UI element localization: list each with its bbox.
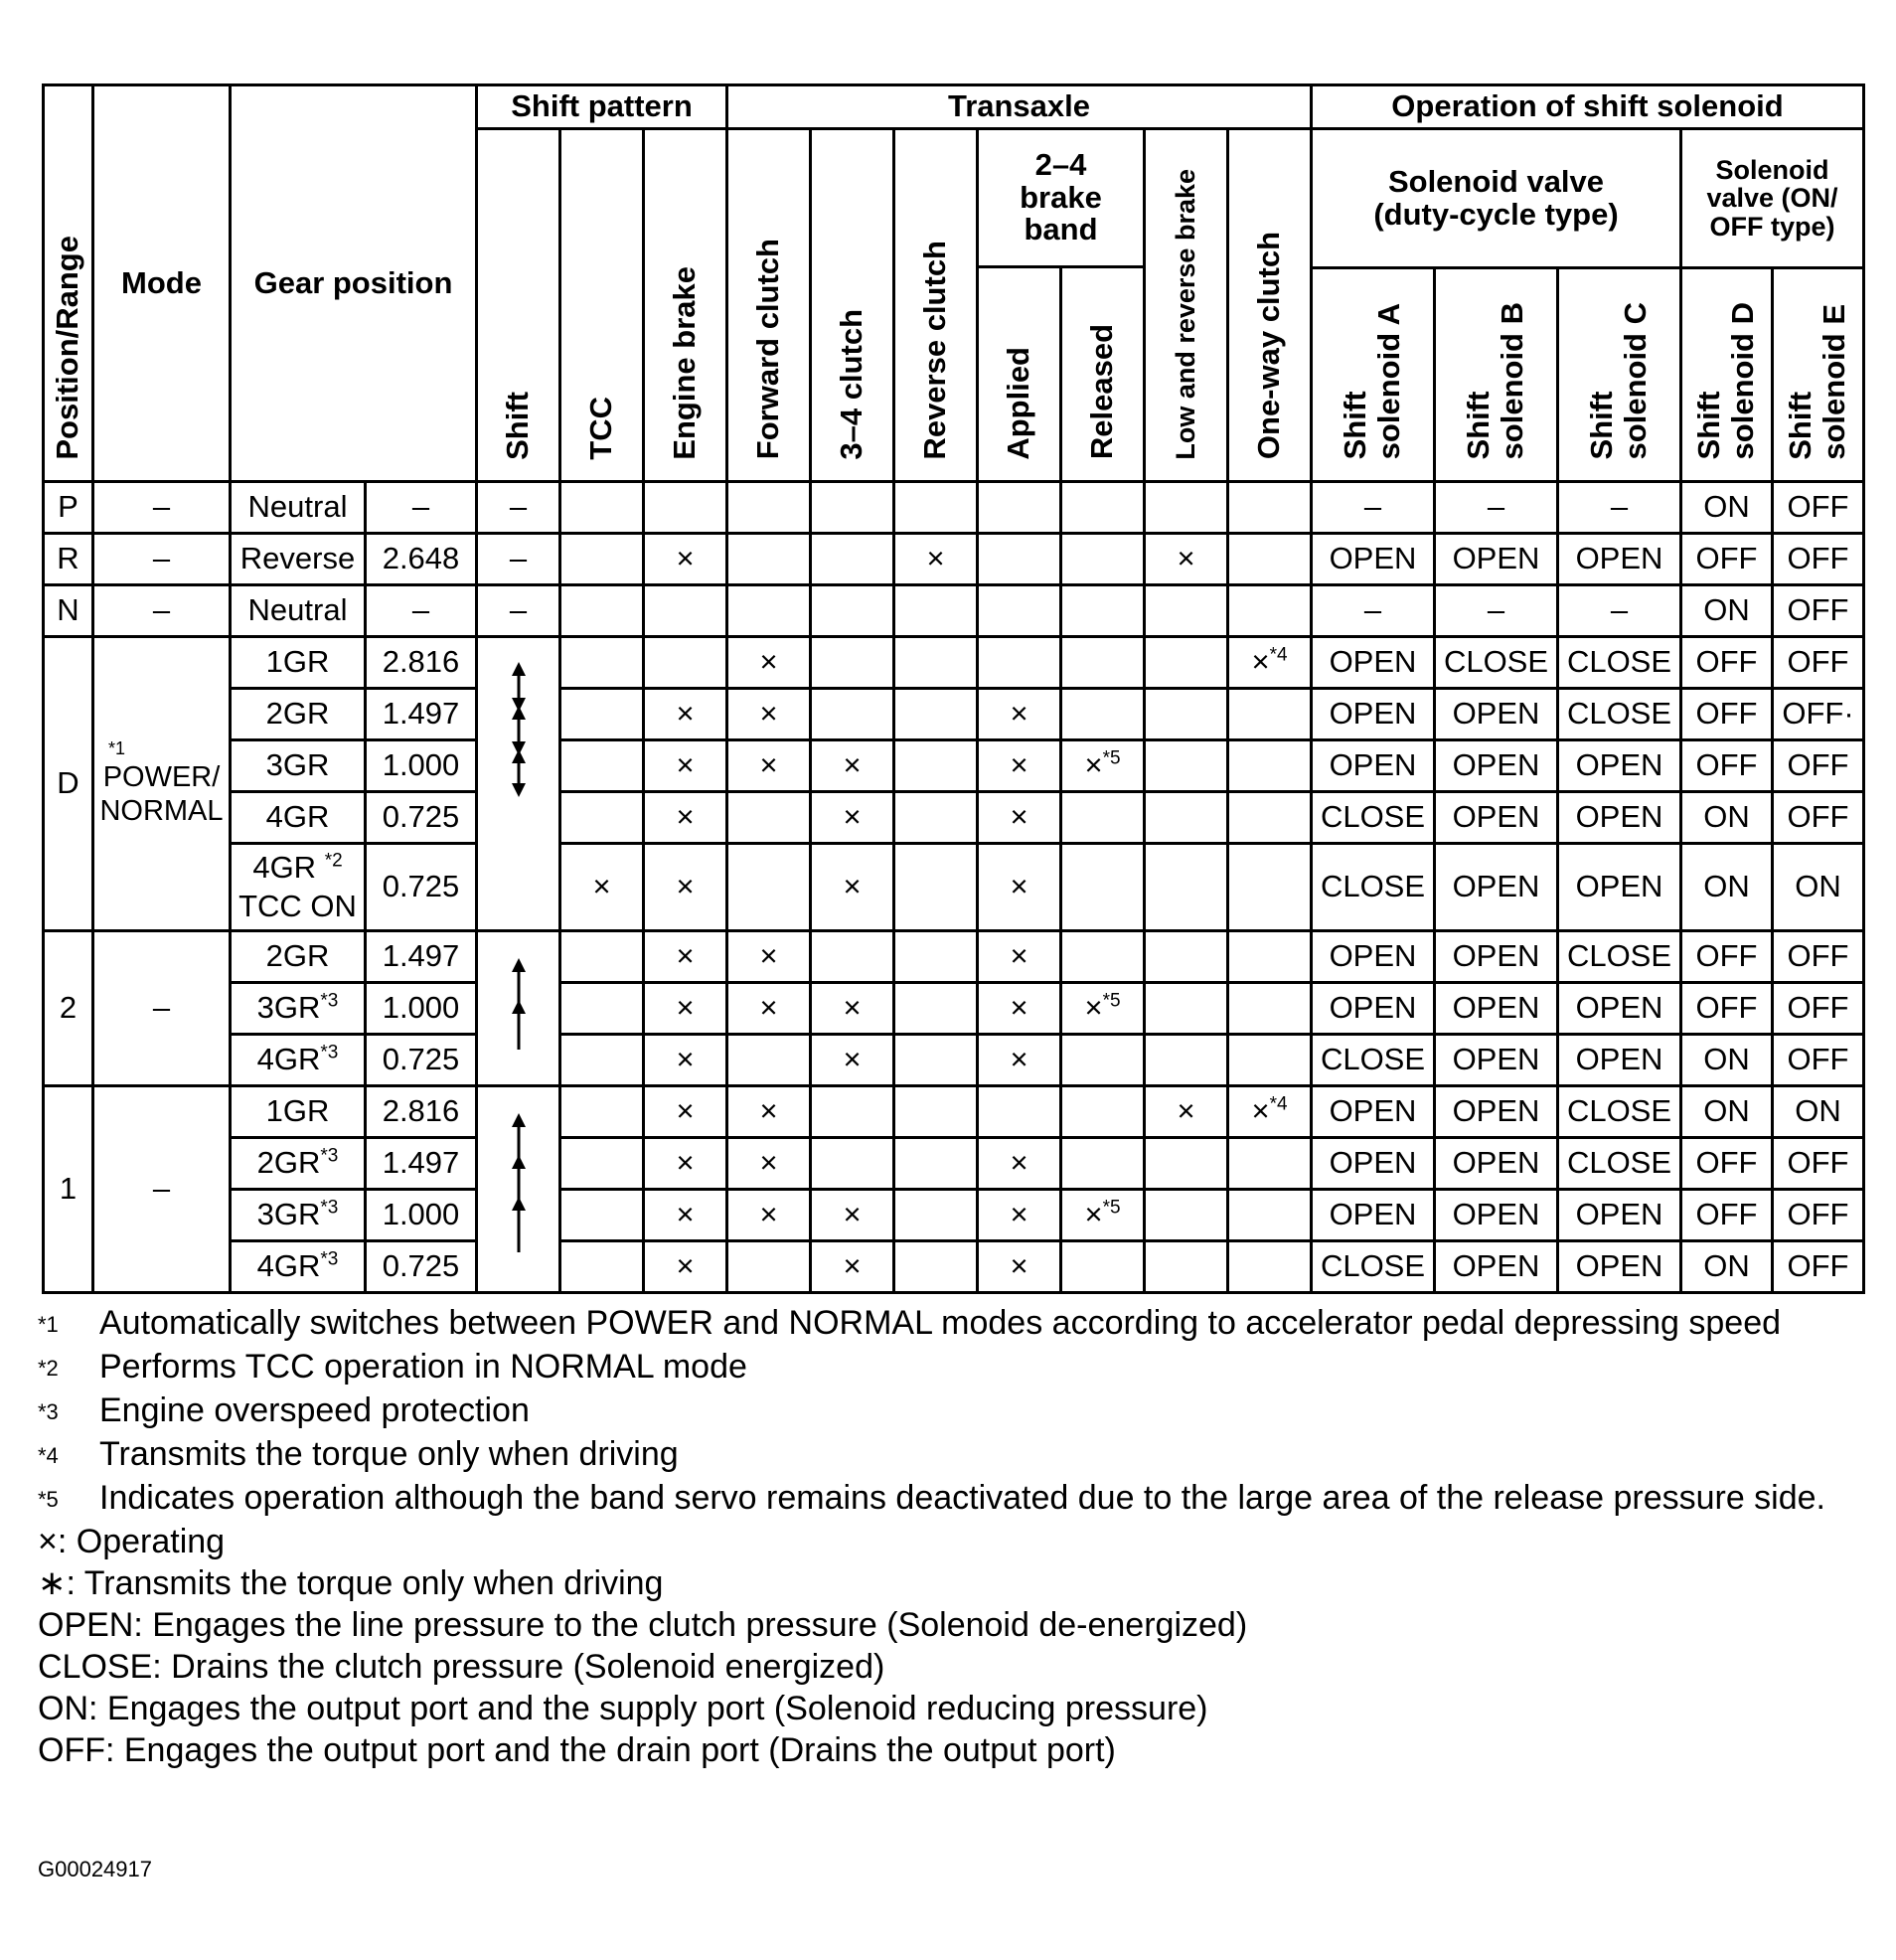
solenoid-c-cell: CLOSE [1558,689,1681,740]
mode-cell: – [93,482,231,534]
operating-mark: × [1145,1086,1228,1138]
solenoid-a-cell: CLOSE [1312,1035,1435,1086]
table-row [44,689,1864,740]
solenoid-e-cell: OFF [1773,983,1864,1035]
header-tcc: TCC [560,129,644,482]
operating-mark: × [978,1190,1061,1241]
solenoid-c-cell: OPEN [1558,534,1681,585]
shift-pattern-cell [477,637,560,931]
ratio-cell: 1.000 [366,740,477,792]
position-cell: P [44,482,93,534]
operating-mark: × [727,931,811,983]
operating-mark: × [811,1190,894,1241]
solenoid-c-cell: CLOSE [1558,637,1681,689]
solenoid-d-cell: OFF [1681,1190,1773,1241]
operating-mark: × [811,792,894,844]
operating-mark: × [978,689,1061,740]
ratio-cell: 1.497 [366,1138,477,1190]
ratio-cell: 1.000 [366,983,477,1035]
operating-mark: × [978,1035,1061,1086]
solenoid-c-cell: OPEN [1558,983,1681,1035]
ratio-cell: 2.816 [366,1086,477,1138]
solenoid-c-cell: OPEN [1558,1241,1681,1293]
operating-mark: ×$^{*5}$ [1061,740,1145,792]
solenoid-d-cell: ON [1681,585,1773,637]
header-engine-brake: Engine brake [644,129,727,482]
ratio-cell: – [366,482,477,534]
operating-mark: × [644,534,727,585]
gear-cell: Neutral [231,482,366,534]
solenoid-a-cell: OPEN [1312,1190,1435,1241]
mode-power-normal: POWER/ NORMAL [99,760,224,828]
operating-mark: × [978,1138,1061,1190]
solenoid-a-cell: OPEN [1312,1138,1435,1190]
solenoid-d-cell: OFF [1681,689,1773,740]
legend-item: ×: Operating [38,1523,226,1560]
solenoid-a-cell: CLOSE [1312,792,1435,844]
table-row [44,585,1864,637]
header-3-4-clutch: 3–4 clutch [811,129,894,482]
gear-cell: Reverse [231,534,366,585]
legend-item: ON: Engages the output port and the supply port (Solenoid reducing pressure) [38,1690,1208,1727]
operating-mark: ×$^{*5}$ [1061,983,1145,1035]
solenoid-e-cell: ON [1773,1086,1864,1138]
solenoid-a-cell: OPEN [1312,740,1435,792]
operating-mark: × [894,534,978,585]
table-row [44,931,1864,983]
gear-cell: Neutral [231,585,366,637]
solenoid-e-cell: OFF [1773,534,1864,585]
legend-item: ∗: Transmits the torque only when driving [38,1564,664,1602]
ratio-cell: – [366,585,477,637]
solenoid-e-cell: OFF [1773,740,1864,792]
mode-cell: – [93,1086,231,1293]
solenoid-e-cell: OFF [1773,1035,1864,1086]
footnote: *5 Indicates operation although the band servo remains deactivated due to the large area of the release pressure side. [38,1479,1826,1517]
ratio-cell: 0.725 [366,1241,477,1293]
solenoid-e-cell: OFF [1773,1241,1864,1293]
solenoid-c-cell: CLOSE [1558,1086,1681,1138]
position-cell: 2 [44,931,93,1086]
header-shift: Shift [477,129,560,482]
solenoid-d-cell: OFF [1681,931,1773,983]
ratio-cell: 2.816 [366,637,477,689]
mode-cell: – [93,534,231,585]
footnotes [38,1302,1876,1771]
solenoid-b-cell: CLOSE [1435,637,1558,689]
header-one-way-clutch: One-way clutch [1228,129,1312,482]
table-row [44,740,1864,792]
header-2-4-brake-band: 2–4 brake band [978,129,1145,267]
table-row [44,1035,1864,1086]
solenoid-e-cell: OFF [1773,1190,1864,1241]
solenoid-c-cell: CLOSE [1558,931,1681,983]
operating-mark: × [727,983,811,1035]
footnote: *3 Engine overspeed protection [38,1391,530,1429]
solenoid-d-cell: ON [1681,1035,1773,1086]
header-shift-solenoid-a: Shift solenoid A [1312,268,1435,482]
legend-item: OPEN: Engages the line pressure to the clutch pressure (Solenoid de-energized) [38,1606,1248,1644]
solenoid-a-cell: OPEN [1312,534,1435,585]
solenoid-e-cell: OFF [1773,637,1864,689]
solenoid-a-cell: OPEN [1312,689,1435,740]
solenoid-e-cell: OFF [1773,792,1864,844]
table-row [44,534,1864,585]
solenoid-b-cell: OPEN [1435,1138,1558,1190]
operating-mark: × [644,1035,727,1086]
solenoid-c-cell: OPEN [1558,792,1681,844]
gear-cell: 3GR$^{*3}$ [231,1190,366,1241]
operating-mark: × [644,689,727,740]
header-operation-of-shift-solenoid: Operation of shift solenoid [1312,85,1864,129]
table-row [44,482,1864,534]
ratio-cell: 1.497 [366,689,477,740]
header-low-reverse-brake: Low and reverse brake [1145,129,1228,482]
operating-mark: × [811,983,894,1035]
ratio-cell: 0.725 [366,844,477,931]
solenoid-b-cell: OPEN [1435,844,1558,931]
shift-cell: – [477,534,560,585]
operating-mark: × [644,931,727,983]
solenoid-b-cell: – [1435,482,1558,534]
solenoid-b-cell: OPEN [1435,931,1558,983]
table-row [44,1241,1864,1293]
ratio-cell: 2.648 [366,534,477,585]
position-cell: N [44,585,93,637]
operating-mark: × [978,792,1061,844]
solenoid-c-cell: OPEN [1558,740,1681,792]
solenoid-d-cell: OFF [1681,1138,1773,1190]
operating-mark: × [1145,534,1228,585]
gear-cell: 2GR$^{*3}$ [231,1138,366,1190]
operating-mark: × [727,740,811,792]
operating-mark: × [644,740,727,792]
solenoid-d-cell: ON [1681,844,1773,931]
position-cell: 1 [44,1086,93,1293]
header-reverse-clutch: Reverse clutch [894,129,978,482]
ratio-cell: 1.497 [366,931,477,983]
solenoid-a-cell: OPEN [1312,983,1435,1035]
solenoid-a-cell: CLOSE [1312,844,1435,931]
gear-cell: 1GR [231,1086,366,1138]
solenoid-b-cell: OPEN [1435,1035,1558,1086]
solenoid-b-cell: OPEN [1435,1190,1558,1241]
shift-cell: – [477,482,560,534]
solenoid-b-cell: – [1435,585,1558,637]
operating-mark: ×$^{*5}$ [1061,1190,1145,1241]
up-arrows-icon [509,958,529,1050]
operating-mark: ×$^{*4}$ [1228,1086,1312,1138]
figure-code: G00024917 [38,1857,152,1881]
solenoid-c-cell: OPEN [1558,1190,1681,1241]
gear-cell: 4GR [231,792,366,844]
mode-cell: – [93,585,231,637]
solenoid-c-cell: – [1558,482,1681,534]
mode-note-ref: *1 [108,737,126,758]
ratio-cell: 0.725 [366,1035,477,1086]
solenoid-b-cell: OPEN [1435,534,1558,585]
solenoid-e-cell: OFF [1773,482,1864,534]
gear-cell: 4GR$^{*3}$ [231,1241,366,1293]
solenoid-c-cell: – [1558,585,1681,637]
mode-cell [93,637,231,931]
header-position-range: Position/Range [44,85,93,482]
header-shift-solenoid-b: Shift solenoid B [1435,268,1558,482]
operating-mark: × [978,844,1061,931]
shift-pattern-cell [477,931,560,1086]
solenoid-d-cell: ON [1681,792,1773,844]
operating-mark: × [978,983,1061,1035]
solenoid-b-cell: OPEN [1435,792,1558,844]
header-applied: Applied [978,267,1061,482]
operating-mark: × [644,1190,727,1241]
operating-mark: × [727,1086,811,1138]
header-shift-solenoid-e: Shift solenoid E [1773,268,1864,482]
solenoid-a-cell: OPEN [1312,1086,1435,1138]
solenoid-d-cell: ON [1681,1086,1773,1138]
solenoid-b-cell: OPEN [1435,1086,1558,1138]
solenoid-a-cell: OPEN [1312,637,1435,689]
solenoid-e-cell: OFF [1773,1138,1864,1190]
mode-cell: – [93,931,231,1086]
solenoid-d-cell: ON [1681,1241,1773,1293]
operating-mark: × [560,844,644,931]
operating-mark: × [644,983,727,1035]
gear-cell: 3GR$^{*3}$ [231,983,366,1035]
footnote: *4 Transmits the torque only when driving [38,1435,679,1473]
footnote: *1 Automatically switches between POWER and NORMAL modes according to accelerator pedal depressing speed [38,1304,1782,1342]
solenoid-e-cell: ON [1773,844,1864,931]
solenoid-a-cell: OPEN [1312,931,1435,983]
gear-cell: 4GR$^{*3}$ [231,1035,366,1086]
solenoid-d-cell: ON [1681,482,1773,534]
header-shift-solenoid-d: Shift solenoid D [1681,268,1773,482]
ratio-cell: 0.725 [366,792,477,844]
header-shift-solenoid-c: Shift solenoid C [1558,268,1681,482]
header-shift-pattern: Shift pattern [477,85,727,129]
operating-mark: × [644,844,727,931]
operating-mark: × [644,1138,727,1190]
operating-mark: ×$^{*4}$ [1228,637,1312,689]
solenoid-a-cell: CLOSE [1312,1241,1435,1293]
table-row [44,1138,1864,1190]
operating-mark: × [811,1241,894,1293]
header-transaxle: Transaxle [727,85,1312,129]
solenoid-e-cell: OFF [1773,585,1864,637]
operating-mark: × [978,1241,1061,1293]
header-forward-clutch: Forward clutch [727,129,811,482]
operating-mark: × [727,689,811,740]
position-cell: D [44,637,93,931]
solenoid-b-cell: OPEN [1435,1241,1558,1293]
operating-mark: × [978,740,1061,792]
table-row [44,1086,1864,1138]
up-arrows-icon [509,1113,529,1252]
solenoid-b-cell: OPEN [1435,689,1558,740]
table-row [44,1190,1864,1241]
header-solenoid-valve-duty: Solenoid valve (duty-cycle type) [1312,129,1681,268]
solenoid-b-cell: OPEN [1435,740,1558,792]
operating-mark: × [727,637,811,689]
shift-cell: – [477,585,560,637]
solenoid-e-cell: OFF· [1773,689,1864,740]
header-gear-position: Gear position [231,85,477,482]
shift-operation-table [42,83,1865,1294]
operating-mark: × [727,1138,811,1190]
solenoid-c-cell: OPEN [1558,1035,1681,1086]
solenoid-d-cell: OFF [1681,740,1773,792]
header-mode: Mode [93,85,231,482]
operating-mark: × [978,931,1061,983]
legend-item: CLOSE: Drains the clutch pressure (Solenoid energized) [38,1648,885,1686]
shift-pattern-cell [477,1086,560,1293]
gear-cell: 3GR [231,740,366,792]
table-row [44,983,1864,1035]
solenoid-d-cell: OFF [1681,983,1773,1035]
solenoid-b-cell: OPEN [1435,983,1558,1035]
solenoid-e-cell: OFF [1773,931,1864,983]
solenoid-c-cell: OPEN [1558,844,1681,931]
gear-cell: 2GR [231,689,366,740]
solenoid-a-cell: – [1312,585,1435,637]
ratio-cell: 1.000 [366,1190,477,1241]
table-row [44,844,1864,931]
operating-mark: × [644,792,727,844]
footnote: *2 Performs TCC operation in NORMAL mode [38,1348,747,1386]
header-solenoid-valve-onoff: Solenoid valve (ON/ OFF type) [1681,129,1864,268]
header-released: Released [1061,267,1145,482]
solenoid-a-cell: – [1312,482,1435,534]
operating-mark: × [811,1035,894,1086]
table-row [44,792,1864,844]
table-row [44,637,1864,689]
updown-arrows-icon [509,662,529,801]
operating-mark: × [727,1190,811,1241]
operating-mark: × [644,1086,727,1138]
solenoid-d-cell: OFF [1681,637,1773,689]
gear-cell: 1GR [231,637,366,689]
solenoid-d-cell: OFF [1681,534,1773,585]
gear-cell: 2GR [231,931,366,983]
operating-mark: × [644,1241,727,1293]
legend-item: OFF: Engages the output port and the drain port (Drains the output port) [38,1731,1116,1769]
gear-cell: 4GR $^{*2}$ TCC ON [231,844,366,931]
position-cell: R [44,534,93,585]
operating-mark: × [811,844,894,931]
solenoid-c-cell: CLOSE [1558,1138,1681,1190]
operating-mark: × [811,740,894,792]
